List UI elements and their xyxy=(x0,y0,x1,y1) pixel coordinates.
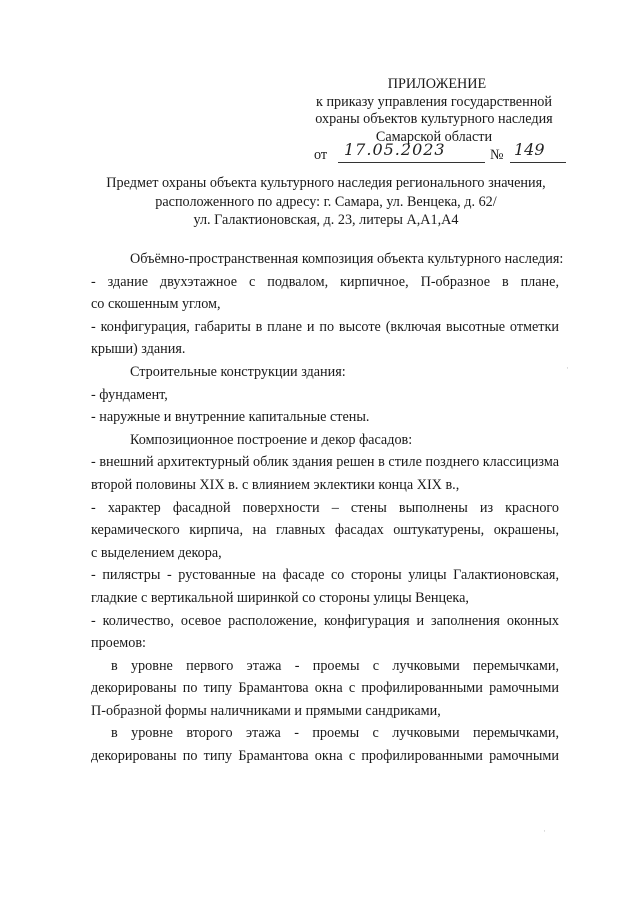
document-body xyxy=(91,248,564,768)
list-item-cont: керамического кирпича, на главных фасадах оштукатурены, окрашены, xyxy=(91,522,559,539)
appendix-title: ПРИЛОЖЕНИЕ xyxy=(387,76,487,92)
list-item-cont: с выделением декора, xyxy=(91,544,222,561)
from-label: от xyxy=(314,147,328,163)
order-number: 149 xyxy=(514,140,545,159)
subject-line: расположенного по адресу: г. Самара, ул. Венцека, д. 62/ xyxy=(155,193,497,210)
appendix-line: к приказу управления государственной xyxy=(316,93,552,110)
sub-item: в уровне второго этажа - проемы с лучковыми перемычками, xyxy=(111,725,559,742)
list-item-cont: второй половины XIX в. с влиянием эклектики конца XIX в., xyxy=(91,476,460,493)
order-date-number xyxy=(300,140,568,165)
sub-item-cont: декорированы по типу Брамантова окна с профилированными рамочными xyxy=(91,680,559,697)
document-subject xyxy=(96,174,556,230)
order-date: 17.05.2023 xyxy=(344,140,446,159)
section-heading: Композиционное построение и декор фасадов: xyxy=(130,431,413,448)
scan-speck: · xyxy=(543,826,546,836)
list-item-cont: проемов: xyxy=(91,635,146,652)
list-item: - пилястры - рустованные на фасаде со стороны улицы Галактионовская, xyxy=(91,567,559,584)
list-item: - конфигурация, габариты в плане и по высоте (включая высотные отметки xyxy=(91,318,559,335)
appendix-line: Самарской области xyxy=(375,128,493,145)
list-item: - количество, осевое расположение, конфигурация и заполнения оконных xyxy=(91,612,559,629)
appendix-line: охраны объектов культурного наследия xyxy=(315,111,553,127)
list-item: - наружные и внутренние капитальные стены. xyxy=(91,409,370,426)
number-underline xyxy=(510,162,566,163)
list-item: - внешний архитектурный облик здания решен в стиле позднего классицизма xyxy=(91,454,559,471)
list-item-cont: гладкие с вертикальной ширинкой со стороны улицы Венцека, xyxy=(91,589,469,606)
number-label: № xyxy=(490,147,504,163)
list-item-cont: со скошенным углом, xyxy=(91,296,221,313)
list-item-cont: крыши) здания. xyxy=(91,341,186,358)
sub-item-cont: декорированы по типу Брамантова окна с профилированными рамочными xyxy=(91,748,559,765)
section-heading: Объёмно-пространственная композиция объекта культурного наследия: xyxy=(130,251,564,267)
sub-item-cont: П-образной формы наличниками и прямыми сандриками, xyxy=(91,702,441,719)
list-item: - здание двухэтажное с подвалом, кирпичное, П-образное в плане, xyxy=(91,273,559,290)
section-heading: Строительные конструкции здания: xyxy=(130,363,346,380)
subject-line: Предмет охраны объекта культурного наследия регионального значения, xyxy=(106,175,546,191)
list-item: - фундамент, xyxy=(91,386,168,403)
appendix-header xyxy=(300,76,568,165)
list-item: - характер фасадной поверхности – стены выполнены из красного xyxy=(91,499,559,516)
date-underline xyxy=(338,162,485,163)
subject-line: ул. Галактионовская, д. 23, литеры А,А1,А4 xyxy=(193,212,459,228)
scan-speck: · xyxy=(566,363,569,373)
sub-item: в уровне первого этажа - проемы с лучковыми перемычками, xyxy=(111,657,559,674)
